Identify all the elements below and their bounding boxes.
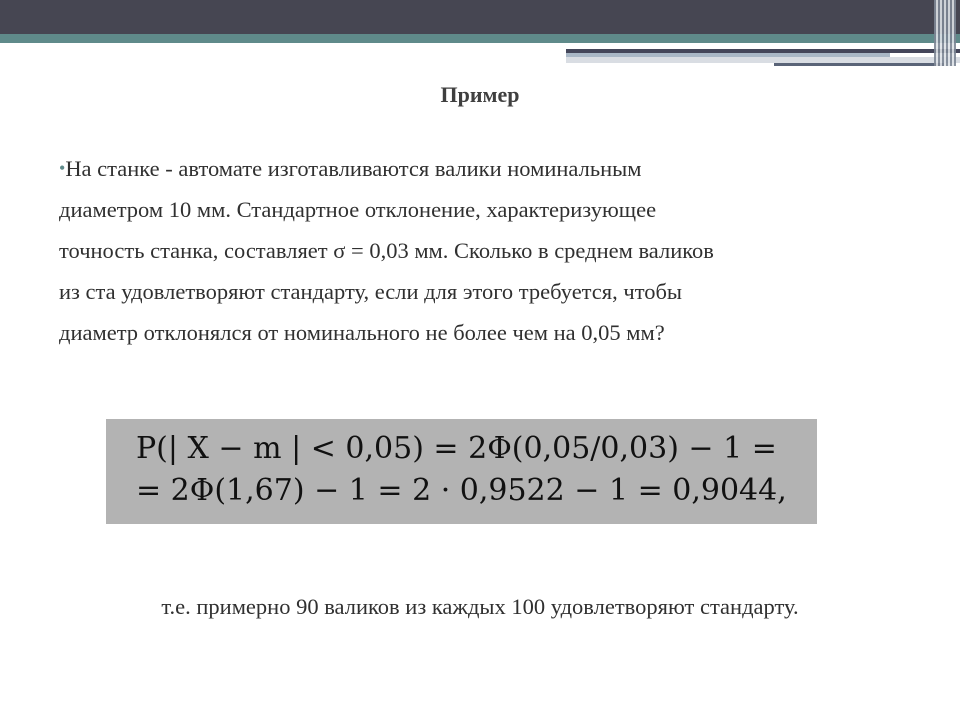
formula-line-1: P(| X − m | < 0,05) = 2Φ(0,05/0,03) − 1 = <box>136 431 777 466</box>
problem-line-3: точность станка, составляет σ = 0,03 мм. Сколько в среднем валиков <box>59 238 714 263</box>
header-bar <box>0 0 960 34</box>
slide-title: Пример <box>440 82 520 107</box>
problem-line-2: диаметром 10 мм. Стандартное отклонение, характеризующее <box>59 197 657 222</box>
problem-line-4: из ста удовлетворяют стандарту, если для этого требуется, чтобы <box>59 279 683 304</box>
decor-stripe-thin <box>774 63 944 66</box>
header-accent-stripe <box>0 34 960 43</box>
problem-line-1: •На станке - автомате изготавливаются валики номинальным <box>59 156 642 181</box>
bullet-icon: • <box>59 158 66 178</box>
problem-line-5: диаметр отклонялся от номинального не более чем на 0,05 мм? <box>59 320 665 345</box>
formula-image <box>106 419 817 524</box>
conclusion-text: т.е. примерно 90 валиков из каждых 100 удовлетворяют стандарту. <box>161 594 799 619</box>
problem-text <box>59 148 919 353</box>
formula-line-2: = 2Φ(1,67) − 1 = 2 · 0,9522 − 1 = 0,9044, <box>136 473 787 508</box>
decor-corner-pattern <box>934 0 956 66</box>
